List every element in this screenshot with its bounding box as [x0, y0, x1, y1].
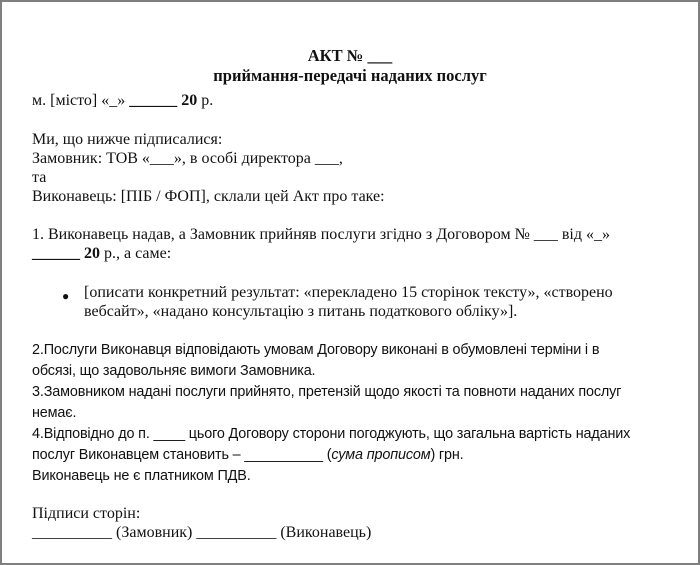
document-title: АКТ № ___ [307, 46, 393, 65]
signatures-line: __________ (Замовник) __________ (Виконавець) [32, 524, 372, 541]
date-suffix: р. [201, 92, 214, 109]
clause-1-suffix: р., а саме: [104, 245, 172, 262]
date-year: 20 [181, 92, 198, 109]
place-date-prefix: м. [місто] «_» [32, 92, 126, 109]
clause-3-line-1: 3.Замовником надані послуги прийнято, претензій щодо якості та повноти наданих послуг [32, 384, 622, 400]
vat-note: Виконавець не є платником ПДВ. [32, 468, 251, 484]
clause-4-line-2-prefix: послуг Виконавцем становить – __________ ( [32, 447, 332, 463]
intro-line-3: та [32, 169, 47, 186]
clause-2-line-2: обсязі, що задовольняє вимоги Замовника. [32, 363, 316, 379]
bullet-line-1: [описати конкретний результат: «перекладено 15 сторінок тексту», «створено [84, 284, 613, 301]
clause-2-line-1: 2.Послуги Виконавця відповідають умовам Договору виконані в обумовлені терміни і в [32, 342, 600, 358]
date-blank: ______ [129, 92, 178, 109]
clause-3-line-2: немає. [32, 405, 77, 421]
clause-4-line-2 [32, 447, 464, 463]
clause-1-year: 20 [84, 245, 100, 262]
clause-1-line-1: 1. Виконавець надав, а Замовник прийняв послуги згідно з Договором № ___ від «_» [32, 226, 610, 243]
document-subtitle: приймання-передачі наданих послуг [213, 66, 487, 85]
amount-in-words: сума прописом [331, 447, 431, 463]
intro-line-2: Замовник: ТОВ «___», в особі директора ___, [32, 150, 343, 167]
clause-4-line-1: 4.Відповідно до п. ____ цього Договору сторони погоджують, що загальна вартість наданих [32, 426, 631, 442]
intro-line-4: Виконавець: [ПІБ / ФОП], склали цей Акт про таке: [32, 188, 385, 205]
place-date-line [32, 92, 213, 110]
clause-1-line-2 [32, 245, 171, 263]
clause-1-date-blank: ______ [32, 245, 80, 262]
bullet-line-2: вебсайт», «надано консультацію з питань податкового обліку»]. [84, 303, 518, 320]
intro-line-1: Ми, що нижче підписалися: [32, 131, 223, 148]
signatures-heading: Підписи сторін: [32, 505, 141, 522]
bullet-icon: ● [62, 289, 70, 303]
clause-4-line-2-suffix: ) грн. [430, 447, 464, 463]
